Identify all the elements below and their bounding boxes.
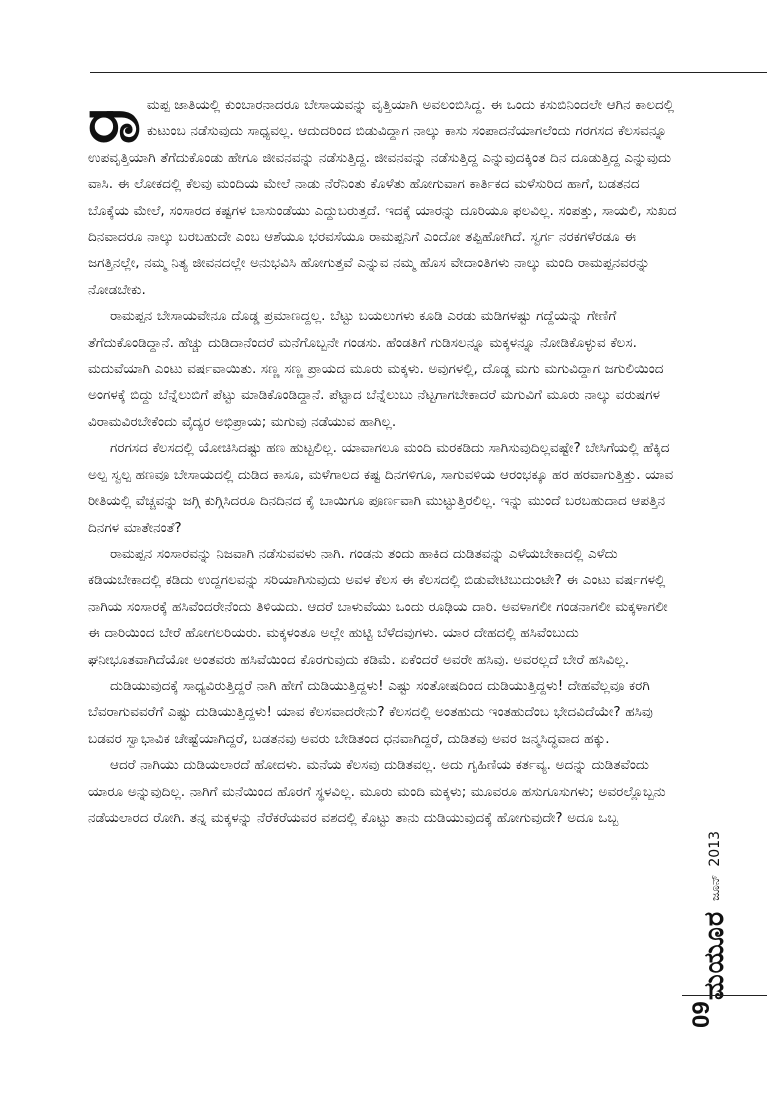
issue-month: ಜೂನ್ [708,874,722,901]
article-body [88,86,682,831]
article-paragraph-4: ರಾಮಪ್ಪನ ಸಂಸಾರವನ್ನು ನಿಜವಾಗಿ ನಡೆಸುವವಳು ನಾಗಿ. ಗಂಡನು ತಂದು ಹಾಕಿದ ದುಡಿತವನ್ನು ಎಳೆಯಬೇಕಾದಲ್ಲಿ ಎಳೆದು ಕಡಿಯಬೇಕಾದಲ್ಲಿ ಕಡಿದು ಉದ್ದಗಲವನ್ನು ಸರಿಯಾಗಿಸುವುದು ಅವಳ ಕೆಲಸ ಈ ಕೆಲಸದಲ್ಲಿ ಬಿಡುವೇಟಿಬುದುಂಟೇ? ಈ ಎಂಟು ವರ್ಷಗಳಲ್ಲಿ ನಾಗಿಯ ಸಂಸಾರಕ್ಕೆ ಹಸಿವೆಂದರೇನೆಂದು ತಿಳಿಯದು. ಆದರೆ ಬಾಳುವೆಯು ಒಂದು ರೂಢಿಯ ದಾರಿ. ಅವಳಾಗಲೀ ಗಂಡನಾಗಲೀ ಮಕ್ಕಳಾಗಲೀ ಈ ದಾರಿಯಿಂದ ಬೇರೆ ಹೋಗಲರಿಯರು. ಮಕ್ಕಳಂತೂ ಅಲ್ಲೇ ಹುಟ್ಟಿ ಬೆಳೆದವುಗಳು. ಯಾರ ದೇಹದಲ್ಲಿ ಹಸಿವೆಂಬುದು ಘನೀಭೂತವಾಗಿದೆಯೋ ಅಂತವರು ಹಸಿವೆಯಿಂದ ಕೊರಗುವುದು ಕಡಿಮೆ. ಏಕೆಂದರೆ ಅವರೇ ಹಸಿವು. ಅವರಲ್ಲದೆ ಬೇರೆ ಹಸಿವಿಲ್ಲ. [88,545,668,668]
page-number-rule [682,995,767,996]
magazine-name: ಮಯೂರ [699,910,730,1000]
paragraph-text: ಮಪ್ಪ ಜಾತಿಯಲ್ಲಿ ಕುಂಬಾರನಾದರೂ ಬೇಸಾಯವನ್ನು ವೃತ್ತಿಯಾಗಿ ಅವಲಂಬಿಸಿದ್ದ. ಈ ಒಂದು ಕಸುಬಿನಿಂದಲೇ ಆಗಿನ ಕಾಲದಲ್ಲಿ ಕುಟುಂಬ ನಡೆಸುವುದು ಸಾಧ್ಯವಲ್ಲ. ಆದುದರಿಂದ ಬಿಡುವಿದ್ದಾಗ ನಾಲ್ಕು ಕಾಸು ಸಂಪಾದನೆಯಾಗಲೆಂದು ಗರಗಸದ ಕೆಲಸವನ್ನೂ ಉಪವೃತ್ತಿಯಾಗಿ ತೆಗೆದುಕೊಂಡು ಹೇಗೂ ಜೀವನವನ್ನು ನಡೆಸುತ್ತಿದ್ದ. ಜೀವನವನ್ನು ನಡೆಸುತ್ತಿದ್ದ ಎನ್ನುವುದಕ್ಕಿಂತ ದಿನ ದೂಡುತ್ತಿದ್ದ ಎನ್ನುವುದು ವಾಸಿ. ಈ ಲೋಕದಲ್ಲಿ ಕೆಲವು ಮಂದಿಯ ಮೇಲೆ ನಾಡು ನೆರೆನಿಂತು ಕೊಳೆತು ಹೋಗುವಾಗ ಕಾರ್ತಿಕದ ಮಳೆಸುರಿದ ಹಾಗೆ, ಬಡತನದ ಬೊಕ್ಕೆಯ ಮೇಲೆ, ಸಂಸಾರದ ಕಷ್ಟಗಳ ಬಾಸುಂಡೆಯು ಎದ್ದುಬರುತ್ತದೆ. ಇದಕ್ಕೆ ಯಾರನ್ನು ದೂರಿಯೂ ಫಲವಿಲ್ಲ. ಸಂಪತ್ತು, ಸಾಯಲಿ, ಸುಖದ ದಿನವಾದರೂ ನಾಲ್ಕು ಬರಬಹುದೇ ಎಂಬ ಆಶೆಯೂ ಭರವಸೆಯೂ ರಾಮಪ್ಪನಿಗೆ ಎಂದೋ ತಪ್ಪಿಹೋಗಿದೆ. ಸ್ವರ್ಗ ನರಕಗಳೆರಡೂ ಈ ಜಗತ್ತಿನಲ್ಲೇ, ನಮ್ಮ ನಿತ್ಯ ಜೀವನದಲ್ಲೇ ಅನುಭವಿಸಿ ಹೋಗುತ್ತವೆ ಎನ್ನುವ ನಮ್ಮ ಹೊಸ ವೇದಾಂತಿಗಳು ನಾಲ್ಕು ಮಂದಿ ರಾಮಪ್ಪನವರನ್ನು ನೋಡಬೇಕು. [88,97,677,298]
page-number: 09 [688,1001,715,1028]
magazine-side-label [699,780,730,1000]
article-paragraph-1 [88,86,682,303]
issue-year: 2013 [707,830,723,867]
article-paragraph-6: ಆದರೆ ನಾಗಿಯು ದುಡಿಯಲಾರದೆ ಹೋದಳು. ಮನೆಯ ಕೆಲಸವು ದುಡಿತವಲ್ಲ. ಅದು ಗೃಹಿಣಿಯ ಕರ್ತವ್ಯ. ಅದನ್ನು ದುಡಿತವೆಂದು ಯಾರೂ ಅನ್ನುವುದಿಲ್ಲ. ನಾಗಿಗೆ ಮನೆಯಿಂದ ಹೊರಗೆ ಸ್ಥಳವಿಲ್ಲ. ಮೂರು ಮಂದಿ ಮಕ್ಕಳು; ಮೂವರೂ ಹಸುಗೂಸುಗಳು; ಅವರಲ್ಲೊಬ್ಬನು ನಡೆಯಲಾರದ ರೋಗಿ. ತನ್ನ ಮಕ್ಕಳನ್ನು ನೆರೆಕರೆಯವರ ವಶದಲ್ಲಿ ಕೊಟ್ಟು ತಾನು ದುಡಿಯುವುದಕ್ಕೆ ಹೋಗುವುದೇ? ಅದೂ ಒಬ್ಬ [88,757,666,826]
article-paragraph-3: ಗರಗಸದ ಕೆಲಸದಲ್ಲಿ ಯೋಚಿಸಿದಷ್ಟು ಹಣ ಹುಟ್ಟಲಿಲ್ಲ. ಯಾವಾಗಲೂ ಮಂದಿ ಮರಕಡಿದು ಸಾಗಿಸುವುದಿಲ್ಲವಷ್ಟೇ? ಬೇಸಿಗೆಯಲ್ಲಿ ಹೆಕ್ಕಿದ ಅಲ್ಪ ಸ್ವಲ್ಪ ಹಣವೂ ಬೇಸಾಯದಲ್ಲಿ ದುಡಿದ ಕಾಸೂ, ಮಳೆಗಾಲದ ಕಷ್ಟ ದಿನಗಳಿಗೂ, ಸಾಗುವಳಿಯ ಆರಂಭಕ್ಕೂ ಹರ ಹರವಾಗುತ್ತಿತ್ತು. ಯಾವ ರೀತಿಯಲ್ಲಿ ವೆಚ್ಚವನ್ನು ಜಗ್ಗಿ ಕುಗ್ಗಿಸಿದರೂ ದಿನದಿನದ ಕೈ ಬಾಯಿಗೂ ಪೂರ್ಣವಾಗಿ ಮುಟ್ಟುತ್ತಿರಲಿಲ್ಲ. ಇನ್ನು ಮುಂದೆ ಬರಬಹುದಾದ ಆಪತ್ತಿನ ದಿನಗಳ ಮಾತೇನಂತೆ? [88,440,674,536]
article-paragraph-5: ದುಡಿಯುವುದಕ್ಕೆ ಸಾಧ್ಯವಿರುತ್ತಿದ್ದರೆ ನಾಗಿ ಹೇಗೆ ದುಡಿಯುತ್ತಿದ್ದಳು! ಎಷ್ಟು ಸಂತೋಷದಿಂದ ದುಡಿಯುತ್ತಿದ್ದಳು! ದೇಹವೆಲ್ಲವೂ ಕರಗಿ ಬೆವರಾಗುವವರೆಗೆ ಎಷ್ಟು ದುಡಿಯುತ್ತಿದ್ದಳು! ಯಾವ ಕೆಲಸವಾದರೇನು? ಕೆಲಸದಲ್ಲಿ ಅಂತಹುದು ಇಂತಹುದೆಂಬ ಭೇದವಿದೆಯೇ? ಹಸಿವು ಬಡವರ ಸ್ವಾಭಾವಿಕ ಚೇಷ್ಟೆಯಾಗಿದ್ದರೆ, ಬಡತನವು ಅವರು ಬೇಡಿತಂದ ಧನವಾಗಿದ್ದರೆ, ದುಡಿತವು ಅವರ ಜನ್ಮಸಿದ್ಧವಾದ ಹಕ್ಕು. [88,677,653,747]
article-paragraph-2: ರಾಮಪ್ಪನ ಬೇಸಾಯವೇನೂ ದೊಡ್ಡ ಪ್ರಮಾಣದ್ದಲ್ಲ. ಬೆಟ್ಟು ಬಯಲುಗಳು ಕೂಡಿ ಎರಡು ಮಡಿಗಳಷ್ಟು ಗದ್ದೆಯನ್ನು ಗೇಣಿಗೆ ತೆಗೆದುಕೊಂಡಿದ್ದಾನೆ. ಹೆಚ್ಚು ದುಡಿದಾನೆಂದರೆ ಮನೆಗೊಬ್ಬನೇ ಗಂಡಸು. ಹೆಂಡತಿಗೆ ಗುಡಿಸಲನ್ನೂ ಮಕ್ಕಳನ್ನೂ ನೋಡಿಕೊಳ್ಳುವ ಕೆಲಸ. ಮದುವೆಯಾಗಿ ಎಂಟು ವರ್ಷವಾಯಿತು. ಸಣ್ಣ ಸಣ್ಣ ಪ್ರಾಯದ ಮೂರು ಮಕ್ಕಳು. ಅವುಗಳಲ್ಲಿ, ದೊಡ್ಡ ಮಗು ಮಗುವಿದ್ದಾಗ ಜಗುಲಿಯಿಂದ ಅಂಗಳಕ್ಕೆ ಬಿದ್ದು ಬೆನ್ನೆಲುಬಿಗೆ ಪೆಟ್ಟು ಮಾಡಿಕೊಂಡಿದ್ದಾನೆ. ಪೆಟ್ಟಾದ ಬೆನ್ನೆಲುಬು ನೆಟ್ಟಗಾಗಬೇಕಾದರೆ ಮಗುವಿಗೆ ಮೂರು ನಾಲ್ಕು ವರುಷಗಳ ವಿರಾಮವಿರಬೇಕೆಂದು ವೈದ್ಯರ ಅಭಿಪ್ರಾಯ; ಮಗುವು ನಡೆಯುವ ಹಾಗಿಲ್ಲ. [88,308,664,430]
top-rule [90,72,767,73]
dropcap: ರಾ [88,86,141,156]
